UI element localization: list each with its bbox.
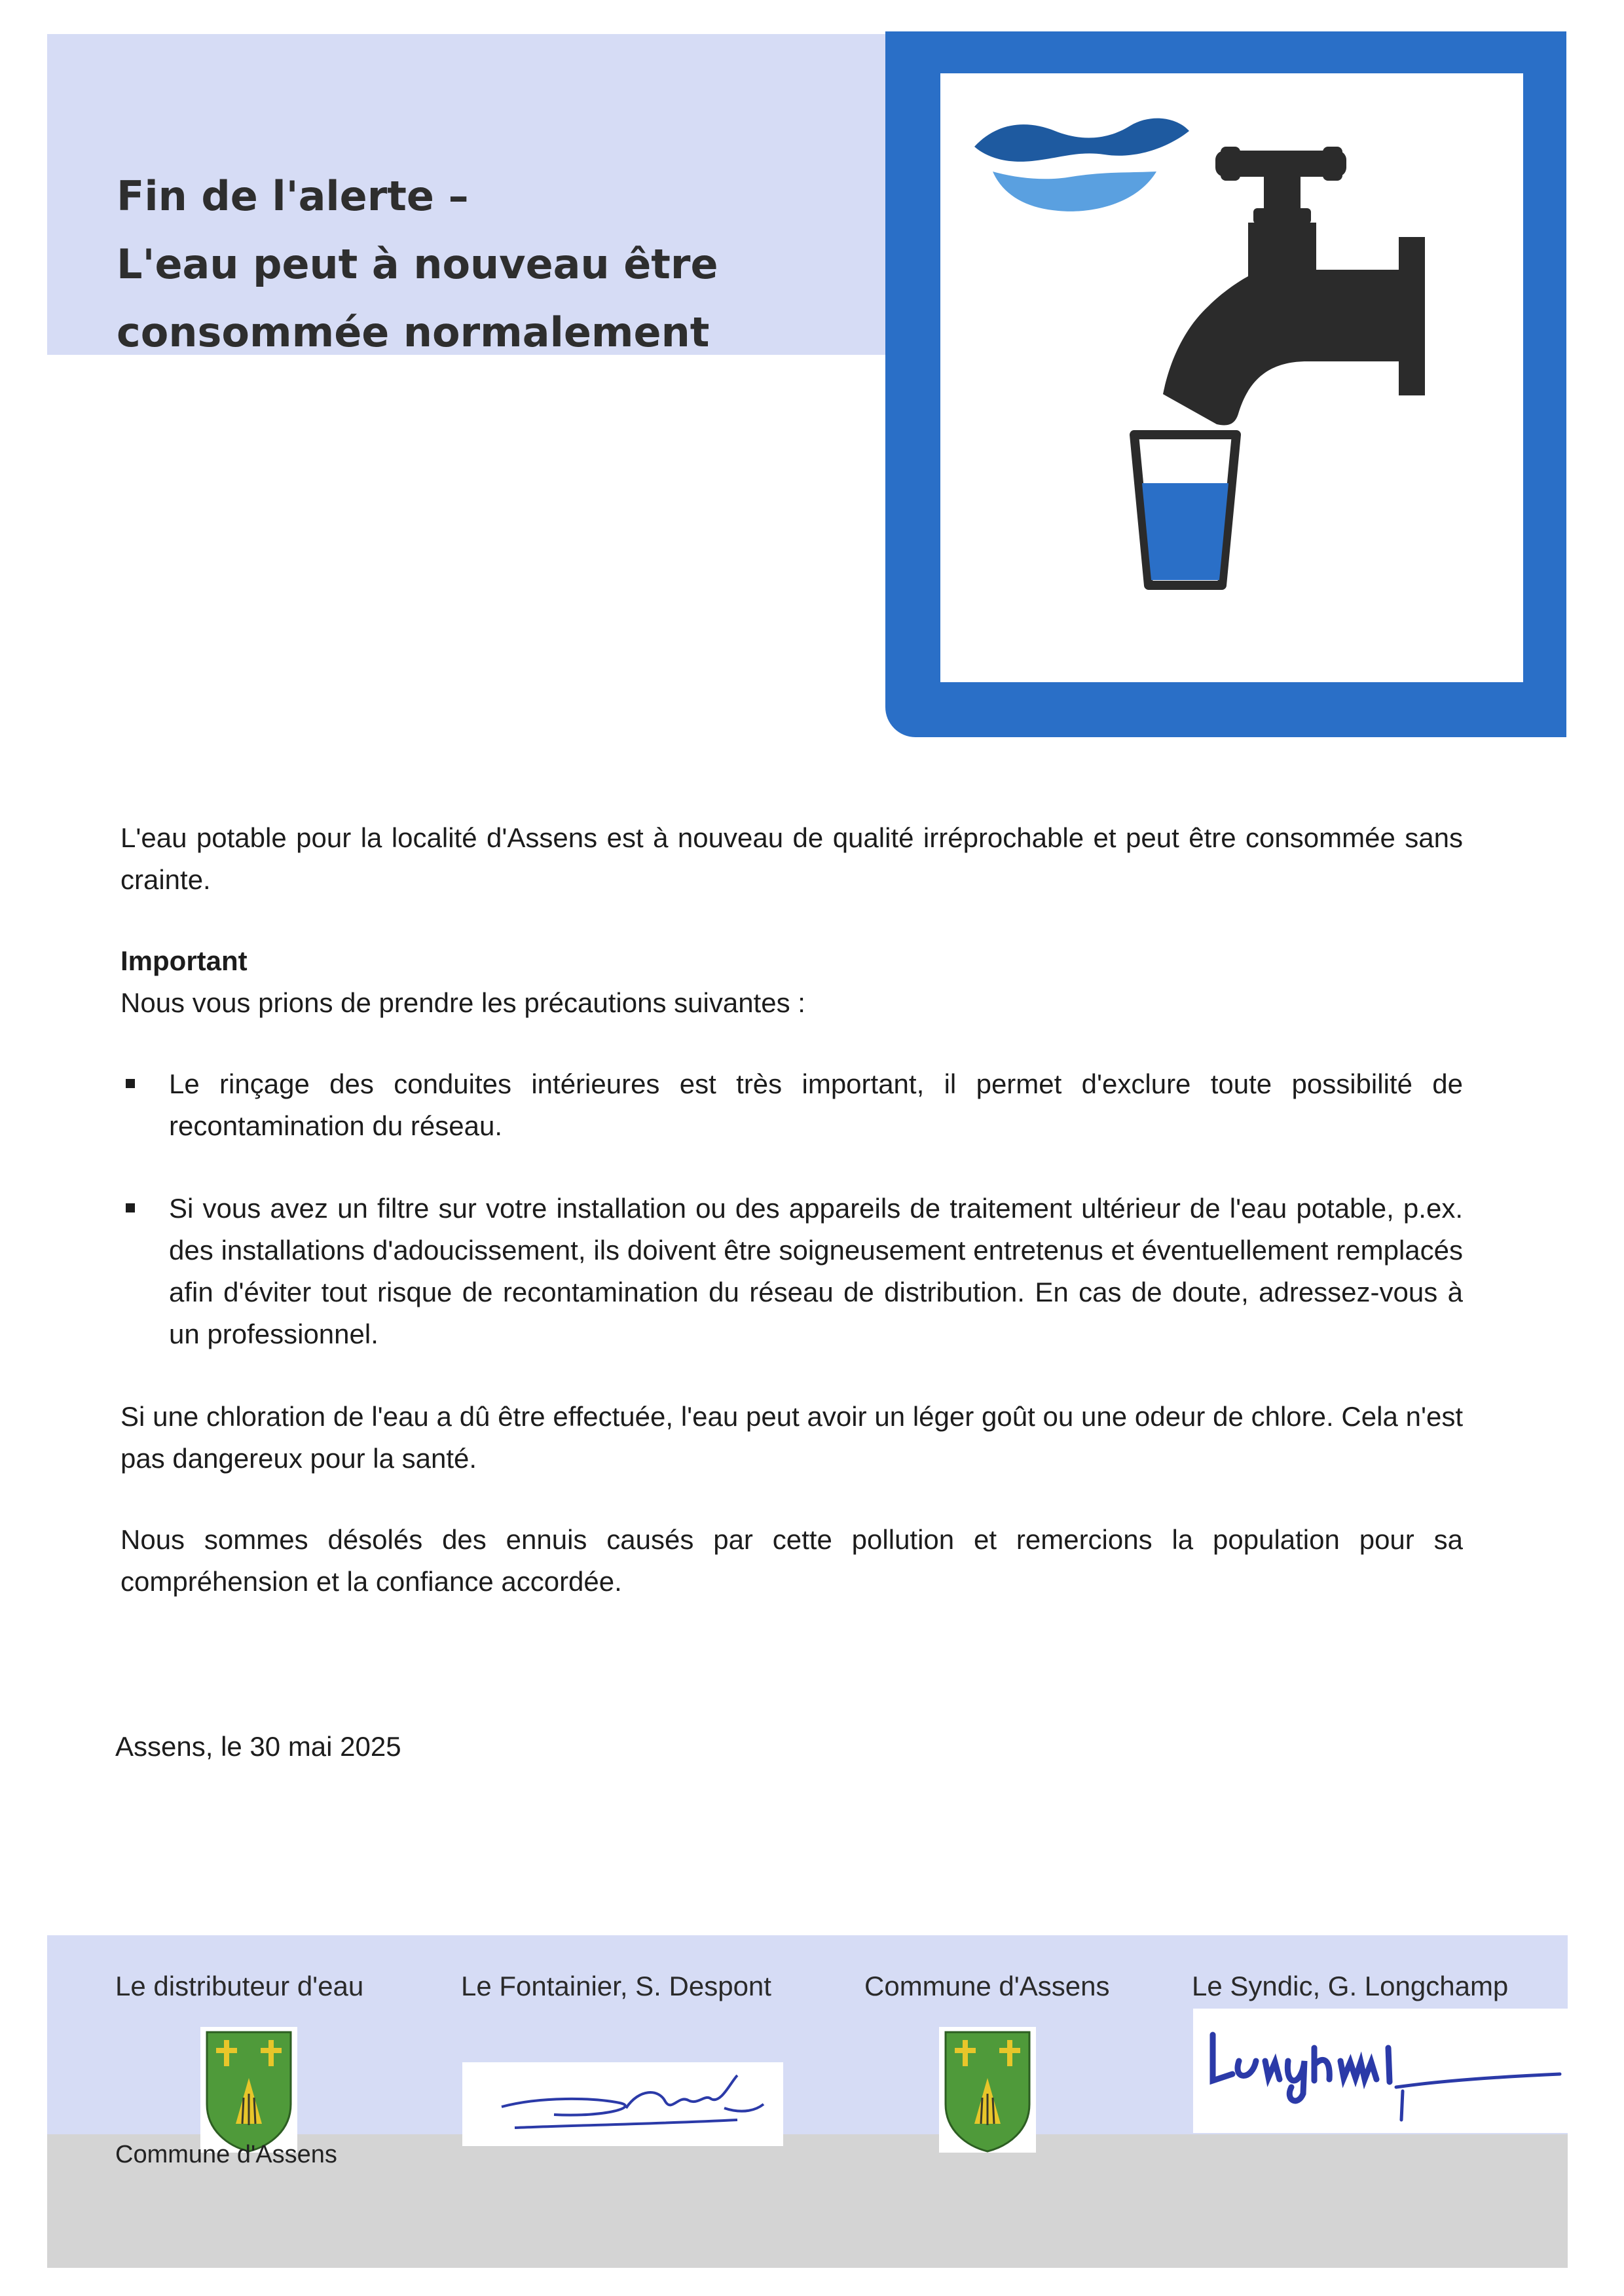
list-item — [120, 1188, 1463, 1355]
drinking-water-tap-icon — [940, 73, 1523, 682]
crest-icon — [196, 2026, 301, 2154]
wave-dark-icon — [974, 118, 1189, 162]
important-heading: Important — [120, 945, 248, 976]
glass-icon — [1134, 435, 1236, 585]
signature-syndic-icon — [1193, 2009, 1570, 2133]
tap-icon — [1163, 147, 1425, 425]
title-line-1: Fin de l'alerte – — [117, 172, 469, 220]
bullet-text-1: Le rinçage des conduites intérieures est très important, il permet d'exclure toute possibilité de recontamination du réseau. — [169, 1068, 1463, 1141]
title-line-3: consommée normalement — [117, 308, 710, 356]
label-commune: Commune d'Assens — [864, 1971, 1110, 2001]
page-title — [117, 162, 902, 367]
bullet-icon — [126, 1203, 135, 1212]
signature-fontainier-icon — [462, 2062, 783, 2146]
list-item — [120, 1063, 1463, 1147]
label-fontainier: Le Fontainier, S. Despont — [461, 1971, 771, 2001]
stamp-text: Commune d'Assens — [115, 2141, 337, 2168]
chlorination-paragraph: Si une chloration de l'eau a dû être effectuée, l'eau peut avoir un léger goût ou une odeur de chlore. Cela n'est pas dangereux pour la santé. — [120, 1401, 1463, 1474]
body-text — [120, 817, 1463, 1603]
title-line-2: L'eau peut à nouveau être — [117, 240, 718, 288]
important-lead: Nous vous prions de prendre les précautions suivantes : — [120, 987, 805, 1018]
label-syndic: Le Syndic, G. Longchamp — [1192, 1971, 1509, 2001]
bullet-text-2: Si vous avez un filtre sur votre installation ou des appareils de traitement ultérieur de l'eau potable, p.ex. des installations d'adoucissement, ils doivent être soigneusement entretenus et éventuellement remplacés afin d'éviter tout risque de recontamination du réseau de distribution. En cas de doute, adressez-vous à un professionnel. — [169, 1193, 1463, 1349]
bullet-icon — [126, 1079, 135, 1088]
label-distributor: Le distributeur d'eau — [115, 1971, 364, 2001]
apology-paragraph: Nous sommes désolés des ennuis causés par cette pollution et remercions la population pour sa compréhension et la confiance accordée. — [120, 1524, 1463, 1597]
intro-paragraph: L'eau potable pour la localité d'Assens est à nouveau de qualité irréprochable et peut être consommée sans crainte. — [120, 822, 1463, 895]
wave-light-icon — [993, 172, 1156, 211]
crest-icon — [935, 2026, 1040, 2154]
date-line: Assens, le 30 mai 2025 — [115, 1731, 401, 1762]
